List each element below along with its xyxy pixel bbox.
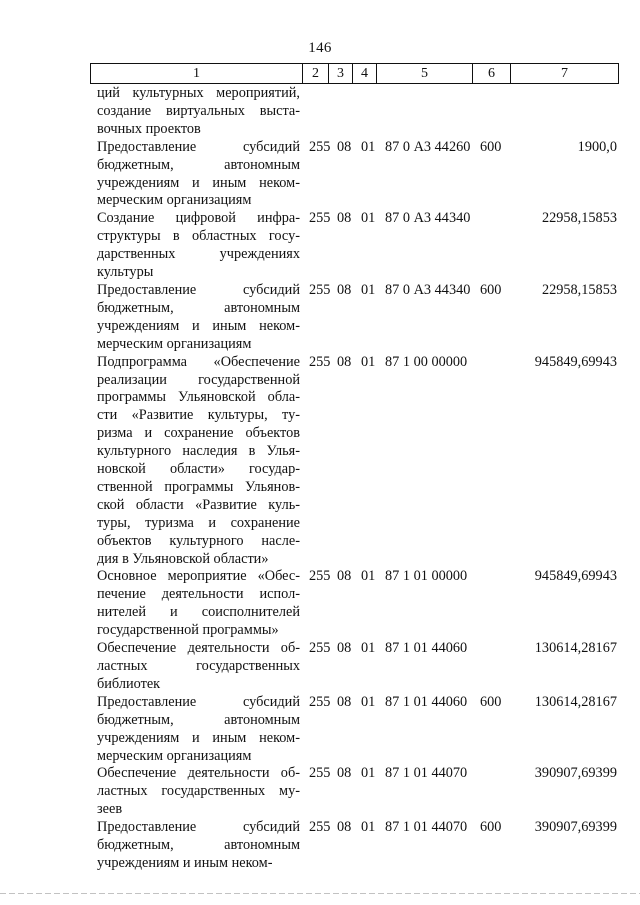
table-row — [97, 282, 617, 354]
row-amount: 22958,15853 — [541, 210, 617, 227]
row-name-line: дарственных учреждениях — [97, 246, 300, 263]
row-name-line: государственной программы» — [97, 622, 279, 639]
row-amount: 1900,0 — [577, 138, 617, 155]
row-section-code: 08 — [337, 819, 352, 836]
row-name-line: новской области» государ- — [97, 461, 300, 478]
row-name-line: реализации государственной — [97, 371, 300, 388]
row-name — [97, 765, 300, 819]
budget-table-body — [97, 85, 617, 873]
row-name-line: Обеспечение деятельности об- — [97, 765, 300, 782]
row-expense-type: 600 — [480, 138, 502, 155]
row-target-article: 87 1 01 44070 — [385, 819, 468, 836]
row-name-line: Предоставление субсидий — [97, 693, 300, 710]
row-name-line: зеев — [97, 801, 123, 818]
row-amount: 390907,69399 — [534, 765, 617, 782]
row-name-line: культуры — [97, 264, 154, 281]
row-name-line: Создание цифровой инфра- — [97, 210, 300, 227]
row-amount: 130614,28167 — [534, 640, 617, 657]
row-name-line: мерческим организациям — [97, 192, 252, 209]
row-amount: 130614,28167 — [534, 693, 617, 710]
row-name-line: ластных государственных му- — [97, 783, 300, 800]
row-amount: 22958,15853 — [541, 281, 617, 298]
row-name-line: бюджетным, автономным — [97, 711, 300, 728]
row-name-line: объектов культурного насле- — [97, 532, 300, 549]
row-name-line: Подпрограмма «Обеспечение — [97, 353, 300, 370]
column-header-table — [90, 63, 619, 84]
row-subsection-code: 01 — [361, 281, 376, 298]
row-name-line: учреждениям и иным неком- — [97, 854, 273, 871]
row-name-line: печение деятельности испол- — [97, 586, 300, 603]
row-ministry-code: 255 — [309, 353, 331, 370]
row-name-line: туры, туризма и сохранение — [97, 514, 300, 531]
row-ministry-code: 255 — [309, 765, 331, 782]
row-section-code: 08 — [337, 138, 352, 155]
row-name-line: Предоставление субсидий — [97, 281, 300, 298]
row-target-article: 87 1 01 44060 — [385, 693, 468, 710]
row-section-code: 08 — [337, 568, 352, 585]
row-ministry-code: 255 — [309, 138, 331, 155]
row-expense-type: 600 — [480, 819, 502, 836]
row-ministry-code: 255 — [309, 693, 331, 710]
row-subsection-code: 01 — [361, 819, 376, 836]
table-row — [97, 354, 617, 569]
row-subsection-code: 01 — [361, 568, 376, 585]
row-name-line: бюджетным, автономным — [97, 299, 300, 316]
row-name-line: создание виртуальных выста- — [97, 102, 300, 119]
row-name-line: учреждениям и иным неком- — [97, 317, 300, 334]
row-name-line: библиотек — [97, 675, 161, 692]
row-name-line: ластных государственных — [97, 658, 300, 674]
row-amount: 945849,69943 — [534, 568, 617, 585]
row-name-line: бюджетным, автономным — [97, 837, 300, 854]
row-name — [97, 282, 300, 354]
page-number: 146 — [308, 40, 332, 56]
row-name-line: учреждениям и иным неком- — [97, 174, 300, 191]
row-subsection-code: 01 — [361, 210, 376, 227]
row-name-line: мерческим организациям — [97, 335, 252, 352]
column-header-6: 6 — [473, 64, 511, 84]
row-name-line: сти «Развитие культуры, ту- — [97, 407, 300, 424]
row-name — [97, 568, 300, 640]
table-row — [97, 210, 617, 282]
row-name-line: ственной программы Ульянов- — [97, 478, 300, 495]
row-name — [97, 640, 300, 694]
table-row — [97, 694, 617, 766]
row-name — [97, 354, 300, 569]
row-target-article: 87 1 01 44070 — [385, 765, 468, 782]
row-name — [97, 139, 300, 211]
column-header-4: 4 — [353, 64, 377, 84]
column-header-1: 1 — [91, 64, 303, 84]
row-name-line: культурного наследия в Улья- — [97, 443, 300, 460]
row-amount: 945849,69943 — [534, 353, 617, 370]
row-subsection-code: 01 — [361, 353, 376, 370]
table-row — [97, 640, 617, 694]
row-name-line: мерческим организациям — [97, 747, 252, 764]
row-name-line: ций культурных мероприятий, — [97, 85, 300, 101]
row-section-code: 08 — [337, 353, 352, 370]
row-section-code: 08 — [337, 765, 352, 782]
row-subsection-code: 01 — [361, 138, 376, 155]
row-ministry-code: 255 — [309, 640, 331, 657]
row-name-line: вочных проектов — [97, 120, 201, 137]
row-section-code: 08 — [337, 640, 352, 657]
row-name-line: программы Ульяновской обла- — [97, 389, 300, 406]
row-target-article: 87 0 А3 44340 — [385, 210, 471, 227]
row-expense-type: 600 — [480, 281, 502, 298]
row-name-line: Обеспечение деятельности об- — [97, 640, 300, 657]
row-target-article: 87 1 01 00000 — [385, 568, 468, 585]
row-section-code: 08 — [337, 281, 352, 298]
row-target-article: 87 0 А3 44260 — [385, 138, 471, 155]
row-ministry-code: 255 — [309, 819, 331, 836]
row-name-line: структуры в областных госу- — [97, 228, 300, 245]
table-row — [97, 85, 617, 139]
row-subsection-code: 01 — [361, 765, 376, 782]
row-name-line: учреждениям и иным неком- — [97, 729, 300, 746]
column-header-row — [91, 64, 619, 84]
row-ministry-code: 255 — [309, 568, 331, 585]
row-section-code: 08 — [337, 210, 352, 227]
row-name — [97, 819, 300, 873]
row-name-line: дия в Ульяновской области» — [97, 550, 269, 567]
row-expense-type: 600 — [480, 693, 502, 710]
row-name-line: бюджетным, автономным — [97, 156, 300, 173]
row-name-line: нителей и соисполнителей — [97, 604, 300, 621]
table-row — [97, 139, 617, 211]
row-name — [97, 210, 300, 282]
row-ministry-code: 255 — [309, 281, 331, 298]
row-amount: 390907,69399 — [534, 819, 617, 836]
row-name — [97, 694, 300, 766]
row-name-line: ризма и сохранение объектов — [97, 425, 300, 442]
row-target-article: 87 1 00 00000 — [385, 353, 468, 370]
column-header-3: 3 — [329, 64, 353, 84]
row-ministry-code: 255 — [309, 210, 331, 227]
row-name-line: Основное мероприятие «Обес- — [97, 568, 300, 585]
row-name-line: ской области «Развитие куль- — [97, 496, 300, 513]
column-header-7: 7 — [511, 64, 619, 84]
table-row — [97, 568, 617, 640]
table-row — [97, 765, 617, 819]
row-section-code: 08 — [337, 693, 352, 710]
column-header-2: 2 — [303, 64, 329, 84]
row-subsection-code: 01 — [361, 640, 376, 657]
row-name-line: Предоставление субсидий — [97, 819, 300, 836]
row-subsection-code: 01 — [361, 693, 376, 710]
row-target-article: 87 0 А3 44340 — [385, 281, 471, 298]
row-target-article: 87 1 01 44060 — [385, 640, 468, 657]
column-header-5: 5 — [377, 64, 473, 84]
scan-edge-line — [0, 893, 640, 894]
row-name — [97, 85, 300, 139]
row-name-line: Предоставление субсидий — [97, 138, 300, 155]
table-row — [97, 819, 617, 873]
